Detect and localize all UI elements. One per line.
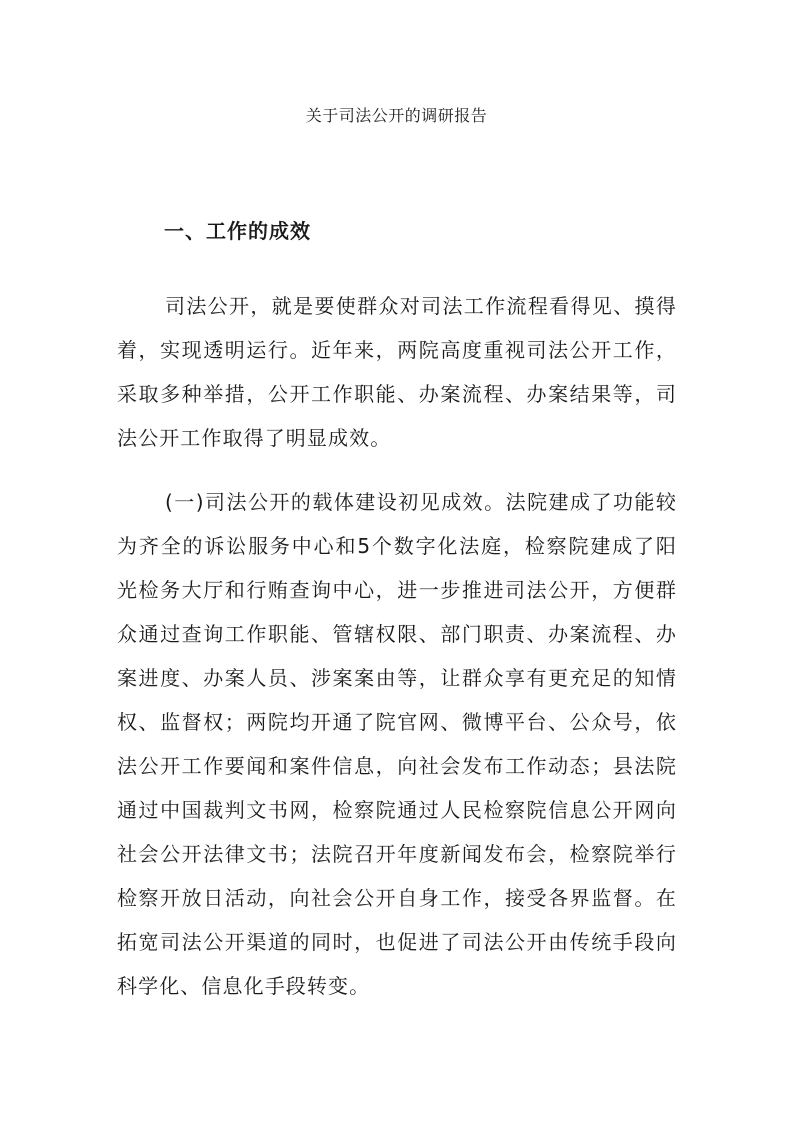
section-heading: 一、工作的成效	[164, 219, 311, 243]
paragraph-carrier-construction: (一)司法公开的载体建设初见成效。法院建成了功能较为齐全的诉讼服务中心和5个数字化法庭，检察院建成了阳光检务大厅和行贿查询中心，进一步推进司法公开，方便群众通过查询工作职能、管辖权限、部门职责、办案流程、办案进度、办案人员、涉案案由等，让群众享有更充足的知情权、监督权；两院均开通了院官网、微博平台、公众号，依法公开工作要闻和案件信息，向社会发布工作动态；县法院通过中国裁判文书网，检察院通过人民检察院信息公开网向社会公开法律文书；法院召开年度新闻发布会，检察院举行检察开放日活动，向社会公开自身工作，接受各界监督。在拓宽司法公开渠道的同时，也促进了司法公开由传统手段向科学化、信息化手段转变。	[117, 490, 677, 998]
document-title: 关于司法公开的调研报告	[305, 106, 488, 125]
paragraph-intro: 司法公开，就是要使群众对司法工作流程看得见、摸得着，实现透明运行。近年来，两院高度重视司法公开工作，采取多种举措，公开工作职能、办案流程、办案结果等，司法公开工作取得了明显成效。	[117, 294, 677, 450]
